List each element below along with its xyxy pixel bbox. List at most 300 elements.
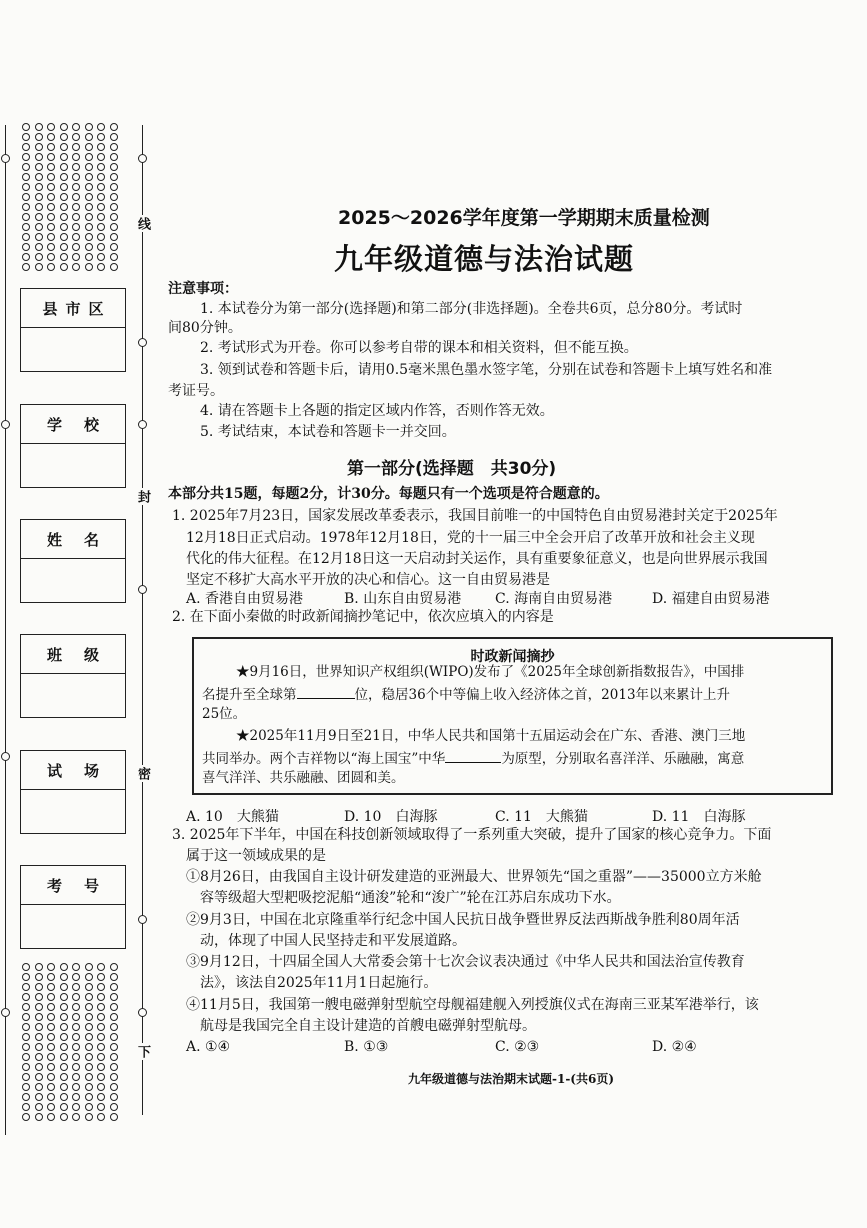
binding-dot — [85, 1013, 93, 1021]
binding-circle — [138, 915, 147, 924]
binding-dot — [97, 1013, 105, 1021]
binding-dot — [35, 163, 43, 171]
field-name[interactable] — [20, 519, 126, 603]
q3-line: ④11月5日，我国第一艘电磁弹射型航空母舰福建舰入列授旗仪式在海南三亚某军港举行，该 — [186, 997, 759, 1013]
cut-mark-xia: 下 — [135, 1045, 150, 1058]
binding-dot — [97, 163, 105, 171]
binding-dot — [85, 1003, 93, 1011]
binding-dot — [22, 133, 30, 141]
binding-dot — [35, 1063, 43, 1071]
binding-dot — [85, 173, 93, 181]
binding-dot — [97, 1093, 105, 1101]
news-item2-line — [202, 749, 744, 768]
binding-dot — [60, 183, 68, 191]
binding-dot — [97, 993, 105, 1001]
binding-dot — [85, 1083, 93, 1091]
binding-dot — [97, 233, 105, 241]
q1-option-d[interactable]: D. 福建自由贸易港 — [652, 591, 770, 607]
binding-dot — [22, 163, 30, 171]
binding-dot — [47, 1003, 55, 1011]
q3-option-a[interactable]: A. ①④ — [186, 1039, 231, 1055]
binding-dot — [97, 1113, 105, 1121]
q3-line: 法》，该法自2025年11月1日起施行。 — [200, 975, 438, 991]
binding-dot — [47, 203, 55, 211]
binding-dot — [72, 163, 80, 171]
binding-dot — [22, 1043, 30, 1051]
notice-line: 间80分钟。 — [168, 320, 242, 336]
q1-option-a[interactable]: A. 香港自由贸易港 — [186, 591, 304, 607]
binding-dot — [110, 1113, 118, 1121]
q3-line: ②9月3日，中国在北京隆重举行纪念中国人民抗日战争暨世界反法西斯战争胜利80周年活 — [186, 912, 740, 928]
binding-dot — [35, 1053, 43, 1061]
binding-dot — [35, 153, 43, 161]
field-exam-room[interactable] — [20, 750, 126, 834]
binding-dot — [85, 1073, 93, 1081]
q1-option-c[interactable]: C. 海南自由贸易港 — [495, 591, 613, 607]
binding-dot — [110, 163, 118, 171]
binding-dot — [22, 1013, 30, 1021]
news-item1-pre: 名提升至全球第 — [202, 687, 297, 703]
binding-dot — [35, 213, 43, 221]
binding-dot — [72, 153, 80, 161]
binding-dot — [85, 1023, 93, 1031]
binding-dot — [97, 1023, 105, 1031]
binding-dot — [85, 183, 93, 191]
binding-dot — [60, 173, 68, 181]
binding-dot — [72, 1083, 80, 1091]
binding-dot — [22, 193, 30, 201]
binding-dot — [85, 1063, 93, 1071]
binding-dot — [22, 1063, 30, 1071]
binding-dot — [85, 963, 93, 971]
binding-dot — [35, 143, 43, 151]
binding-dot — [110, 1023, 118, 1031]
binding-dot — [60, 1073, 68, 1081]
binding-dot — [60, 973, 68, 981]
binding-dot — [110, 993, 118, 1001]
binding-dot — [110, 1003, 118, 1011]
binding-dot — [35, 253, 43, 261]
notice-line: 3. 领到试卷和答题卡后，请用0.5毫米黑色墨水签字笔，分别在试卷和答题卡上填写姓名和准 — [200, 362, 773, 378]
binding-dot — [47, 263, 55, 271]
binding-dot — [72, 1003, 80, 1011]
binding-dot — [110, 973, 118, 981]
section-intro: 本部分共15题，每题2分，计30分。每题只有一个选项是符合题意的。 — [168, 486, 609, 502]
binding-dot — [72, 1043, 80, 1051]
binding-dot — [110, 203, 118, 211]
binding-dot — [97, 153, 105, 161]
binding-dot — [72, 173, 80, 181]
binding-dot — [22, 143, 30, 151]
binding-dot — [60, 993, 68, 1001]
binding-dot — [85, 1053, 93, 1061]
binding-dot — [22, 1053, 30, 1061]
cut-mark-mi: 密 — [135, 767, 150, 780]
binding-dot — [47, 1073, 55, 1081]
binding-dot — [60, 1113, 68, 1121]
binding-dot — [60, 193, 68, 201]
q1-option-b[interactable]: B. 山东自由贸易港 — [344, 591, 462, 607]
binding-dot — [35, 963, 43, 971]
binding-dot — [85, 193, 93, 201]
binding-dot — [72, 1023, 80, 1031]
binding-dot — [97, 243, 105, 251]
binding-dot — [85, 993, 93, 1001]
binding-dot — [110, 253, 118, 261]
binding-dot — [72, 1013, 80, 1021]
binding-dot — [60, 243, 68, 251]
binding-dot — [110, 123, 118, 131]
binding-dot — [72, 133, 80, 141]
binding-dot — [22, 983, 30, 991]
binding-dot — [47, 1053, 55, 1061]
binding-dot — [97, 983, 105, 991]
binding-dot — [60, 1023, 68, 1031]
binding-dot — [47, 973, 55, 981]
binding-dot — [47, 233, 55, 241]
binding-dot — [110, 173, 118, 181]
binding-dot — [72, 973, 80, 981]
binding-circle — [138, 338, 147, 347]
binding-dot — [22, 263, 30, 271]
binding-dot — [47, 993, 55, 1001]
binding-dot — [97, 1103, 105, 1111]
binding-dot — [47, 1103, 55, 1111]
page-footer: 九年级道德与法治期末试题-1-(共6页) — [408, 1072, 615, 1086]
binding-dot — [97, 203, 105, 211]
binding-circle — [1, 752, 10, 761]
binding-dot — [47, 133, 55, 141]
binding-dot — [110, 1033, 118, 1041]
cut-mark-xian: 线 — [135, 217, 150, 230]
notice-heading: 注意事项： — [168, 281, 238, 297]
binding-dot — [35, 183, 43, 191]
binding-dot — [22, 1033, 30, 1041]
binding-dot — [47, 1023, 55, 1031]
binding-dot — [60, 1043, 68, 1051]
binding-dot — [35, 1043, 43, 1051]
binding-dot — [47, 1113, 55, 1121]
binding-dot — [85, 243, 93, 251]
binding-dot — [60, 1093, 68, 1101]
binding-dot — [35, 193, 43, 201]
binding-dot — [60, 253, 68, 261]
binding-dot — [35, 1013, 43, 1021]
binding-dot — [60, 203, 68, 211]
q2-stem: 2. 在下面小秦做的时政新闻摘抄笔记中，依次应填入的内容是 — [172, 609, 554, 625]
field-label: 班级 — [21, 635, 125, 674]
binding-dot — [97, 1073, 105, 1081]
notice-line: 考证号。 — [168, 383, 224, 399]
binding-dot — [85, 1093, 93, 1101]
binding-dot — [97, 223, 105, 231]
field-class[interactable] — [20, 634, 126, 718]
binding-dot — [22, 1093, 30, 1101]
binding-dot — [35, 1103, 43, 1111]
binding-dot — [97, 213, 105, 221]
binding-dot — [22, 243, 30, 251]
binding-dot — [110, 1083, 118, 1091]
binding-dot — [22, 1023, 30, 1031]
binding-dot — [35, 223, 43, 231]
q2-option-a[interactable]: A. 10 大熊猫 — [186, 809, 279, 825]
notice-line: 1. 本试卷分为第一部分(选择题)和第二部分(非选择题)。全卷共6页，总分80分。考试时 — [200, 301, 743, 317]
binding-dot — [97, 1043, 105, 1051]
binding-dot — [60, 1013, 68, 1021]
binding-dot — [110, 183, 118, 191]
binding-dot — [72, 193, 80, 201]
binding-dot — [60, 983, 68, 991]
binding-dot — [85, 213, 93, 221]
binding-dot — [22, 203, 30, 211]
binding-dot — [35, 1113, 43, 1121]
binding-dot — [97, 1033, 105, 1041]
binding-dot — [47, 193, 55, 201]
binding-dot — [60, 123, 68, 131]
binding-dot — [47, 963, 55, 971]
binding-dot — [60, 1033, 68, 1041]
binding-dot — [97, 973, 105, 981]
q2-option-c[interactable]: C. 11 大熊猫 — [495, 809, 588, 825]
field-label: 县市区 — [21, 289, 125, 328]
binding-dot — [97, 193, 105, 201]
binding-dot — [35, 263, 43, 271]
binding-dot — [85, 153, 93, 161]
binding-dot — [72, 123, 80, 131]
exam-main-title: 九年级道德与法治试题 — [334, 242, 635, 276]
binding-dot — [85, 223, 93, 231]
binding-dot — [35, 203, 43, 211]
binding-dot — [35, 983, 43, 991]
binding-dot — [97, 263, 105, 271]
binding-dot — [47, 1063, 55, 1071]
binding-dot — [85, 143, 93, 151]
field-exam-number[interactable] — [20, 865, 126, 949]
binding-circle — [138, 585, 147, 594]
binding-dot — [72, 223, 80, 231]
binding-dot — [47, 173, 55, 181]
binding-dot — [60, 1053, 68, 1061]
binding-dot — [72, 203, 80, 211]
binding-dot — [72, 993, 80, 1001]
binding-dot — [85, 1043, 93, 1051]
binding-dot — [85, 1113, 93, 1121]
notice-line: 4. 请在答题卡上各题的指定区域内作答，否则作答无效。 — [200, 403, 554, 419]
binding-dot — [72, 263, 80, 271]
binding-dot — [97, 133, 105, 141]
binding-dot — [110, 133, 118, 141]
binding-dot — [85, 983, 93, 991]
binding-dot — [97, 1083, 105, 1091]
binding-dot — [35, 173, 43, 181]
q2-option-d[interactable]: D. 11 白海豚 — [652, 809, 746, 825]
dot-pattern-top — [22, 123, 124, 273]
binding-dot — [60, 1063, 68, 1071]
binding-dot — [85, 233, 93, 241]
binding-dot — [72, 983, 80, 991]
news-box-title: 时政新闻摘抄 — [470, 649, 555, 665]
field-school[interactable] — [20, 404, 126, 488]
binding-dot — [35, 133, 43, 141]
news-item2-line: 喜气洋洋、共乐融融、团圆和美。 — [202, 770, 405, 786]
q2-option-b[interactable]: D. 10 白海豚 — [344, 809, 438, 825]
binding-dot — [110, 1063, 118, 1071]
news-item2-pre: 共同举办。两个吉祥物以“海上国宝”中华 — [202, 751, 446, 767]
binding-dot — [110, 243, 118, 251]
binding-dot — [85, 1033, 93, 1041]
binding-dot — [47, 143, 55, 151]
binding-dot — [97, 143, 105, 151]
binding-dot — [97, 183, 105, 191]
q3-line: 航母是我国完全自主设计建造的首艘电磁弹射型航母。 — [200, 1018, 536, 1034]
binding-dot — [47, 1043, 55, 1051]
binding-dot — [47, 123, 55, 131]
binding-dot — [60, 263, 68, 271]
q3-option-c[interactable]: C. ②③ — [495, 1039, 540, 1055]
binding-dot — [72, 1073, 80, 1081]
binding-dot — [85, 123, 93, 131]
binding-dot — [97, 253, 105, 261]
binding-dot — [60, 963, 68, 971]
binding-dot — [22, 1113, 30, 1121]
binding-dot — [35, 973, 43, 981]
binding-dot — [35, 233, 43, 241]
field-label: 试场 — [21, 751, 125, 790]
binding-dot — [22, 173, 30, 181]
binding-dot — [60, 153, 68, 161]
binding-dot — [35, 1093, 43, 1101]
q1-line: 12月18日正式启动。1978年12月18日，党的十一届三中全会开启了改革开放和社会主义现 — [186, 530, 755, 546]
q1-line: 代化的伟大征程。在12月18日这一天启动封关运作，具有重要象征意义，也是向世界展示我国 — [186, 551, 768, 567]
news-item1-line: 25位。 — [202, 706, 247, 722]
binding-dot — [85, 263, 93, 271]
binding-dot — [22, 233, 30, 241]
q3-line: ①8月26日，由我国自主设计研发建造的亚洲最大、世界领先“国之重器”——35000立方米舱 — [186, 869, 762, 885]
binding-dot — [72, 1113, 80, 1121]
binding-dot — [60, 1103, 68, 1111]
binding-line-left — [5, 125, 6, 1135]
answer-blank-2[interactable] — [445, 749, 501, 763]
binding-dot — [110, 1073, 118, 1081]
binding-circle — [1, 154, 10, 163]
binding-dot — [72, 253, 80, 261]
binding-circle — [138, 420, 147, 429]
binding-dot — [47, 153, 55, 161]
binding-dot — [110, 153, 118, 161]
binding-dot — [22, 1083, 30, 1091]
binding-dot — [85, 973, 93, 981]
binding-dot — [22, 993, 30, 1001]
news-item2-post: 为原型，分别取名喜洋洋、乐融融，寓意 — [501, 751, 745, 767]
binding-dot — [72, 213, 80, 221]
binding-dot — [110, 1013, 118, 1021]
binding-dot — [110, 233, 118, 241]
binding-dot — [22, 223, 30, 231]
binding-dot — [85, 133, 93, 141]
binding-dot — [35, 993, 43, 1001]
exam-year-title: 2025～2026学年度第一学期期末质量检测 — [338, 207, 710, 229]
binding-dot — [35, 1033, 43, 1041]
binding-circle — [138, 154, 147, 163]
binding-dot — [72, 1053, 80, 1061]
binding-dot — [72, 1033, 80, 1041]
binding-dot — [22, 253, 30, 261]
binding-dot — [60, 233, 68, 241]
q3-option-b[interactable]: B. ①③ — [344, 1039, 389, 1055]
binding-circle — [1, 420, 10, 429]
q3-option-d[interactable]: D. ②④ — [652, 1039, 697, 1055]
binding-dot — [110, 963, 118, 971]
binding-dot — [72, 243, 80, 251]
binding-dot — [60, 223, 68, 231]
binding-dot — [72, 1063, 80, 1071]
binding-dot — [97, 1063, 105, 1071]
binding-dot — [47, 983, 55, 991]
binding-dot — [22, 973, 30, 981]
binding-dot — [110, 213, 118, 221]
binding-dot — [22, 153, 30, 161]
q1-line: 1. 2025年7月23日，国家发展改革委表示，我国目前唯一的中国特色自由贸易港封关定于2025年 — [172, 508, 778, 524]
notice-line: 5. 考试结束，本试卷和答题卡一并交回。 — [200, 424, 456, 440]
binding-dot — [60, 1083, 68, 1091]
binding-dot — [72, 1103, 80, 1111]
q3-line: 3. 2025年下半年，中国在科技创新领域取得了一系列重大突破，提升了国家的核心竞争力。下面 — [172, 827, 772, 843]
news-item1-post: 位，稳居36个中等偏上收入经济体之首，2013年以来累计上升 — [354, 687, 731, 703]
binding-dot — [110, 1043, 118, 1051]
news-item2-line: ★2025年11月9日至21日，中华人民共和国第十五届运动会在广东、香港、澳门三地 — [236, 728, 746, 744]
binding-dot — [47, 243, 55, 251]
binding-dot — [110, 143, 118, 151]
binding-dot — [35, 1003, 43, 1011]
binding-dot — [85, 163, 93, 171]
q3-line: 容等级超大型耙吸挖泥船“通浚”轮和“浚广”轮在江苏启东成功下水。 — [200, 890, 621, 906]
field-label: 考号 — [21, 866, 125, 905]
binding-dot — [22, 1103, 30, 1111]
q3-line: 动，体现了中国人民坚持走和平发展道路。 — [200, 933, 466, 949]
field-label: 学校 — [21, 405, 125, 444]
binding-circle — [138, 1008, 147, 1017]
news-item1-line: ★9月16日，世界知识产权组织(WIPO)发布了《2025年全球创新指数报告》，中国排 — [236, 664, 745, 680]
binding-dot — [110, 193, 118, 201]
binding-dot — [47, 1093, 55, 1101]
binding-dot — [60, 213, 68, 221]
field-county[interactable] — [20, 288, 126, 372]
binding-dot — [72, 183, 80, 191]
q3-line: ③9月12日，十四届全国人大常委会第十七次会议表决通过《中华人民共和国法治宣传教育 — [186, 954, 745, 970]
binding-dot — [22, 963, 30, 971]
binding-dot — [22, 213, 30, 221]
binding-dot — [47, 1083, 55, 1091]
cut-mark-feng: 封 — [135, 490, 150, 503]
binding-dot — [47, 253, 55, 261]
binding-dot — [22, 1073, 30, 1081]
binding-circle — [1, 1008, 10, 1017]
binding-dot — [35, 1083, 43, 1091]
binding-dot — [110, 983, 118, 991]
binding-dot — [47, 223, 55, 231]
binding-dot — [97, 1053, 105, 1061]
binding-dot — [72, 963, 80, 971]
binding-dot — [60, 163, 68, 171]
binding-dot — [35, 1023, 43, 1031]
binding-dot — [35, 243, 43, 251]
notice-line: 2. 考试形式为开卷。你可以参考自带的课本和相关资料，但不能互换。 — [200, 340, 638, 356]
binding-dot — [22, 123, 30, 131]
field-label: 姓名 — [21, 520, 125, 559]
binding-dot — [60, 143, 68, 151]
binding-dot — [97, 963, 105, 971]
answer-blank-1[interactable] — [297, 685, 355, 699]
